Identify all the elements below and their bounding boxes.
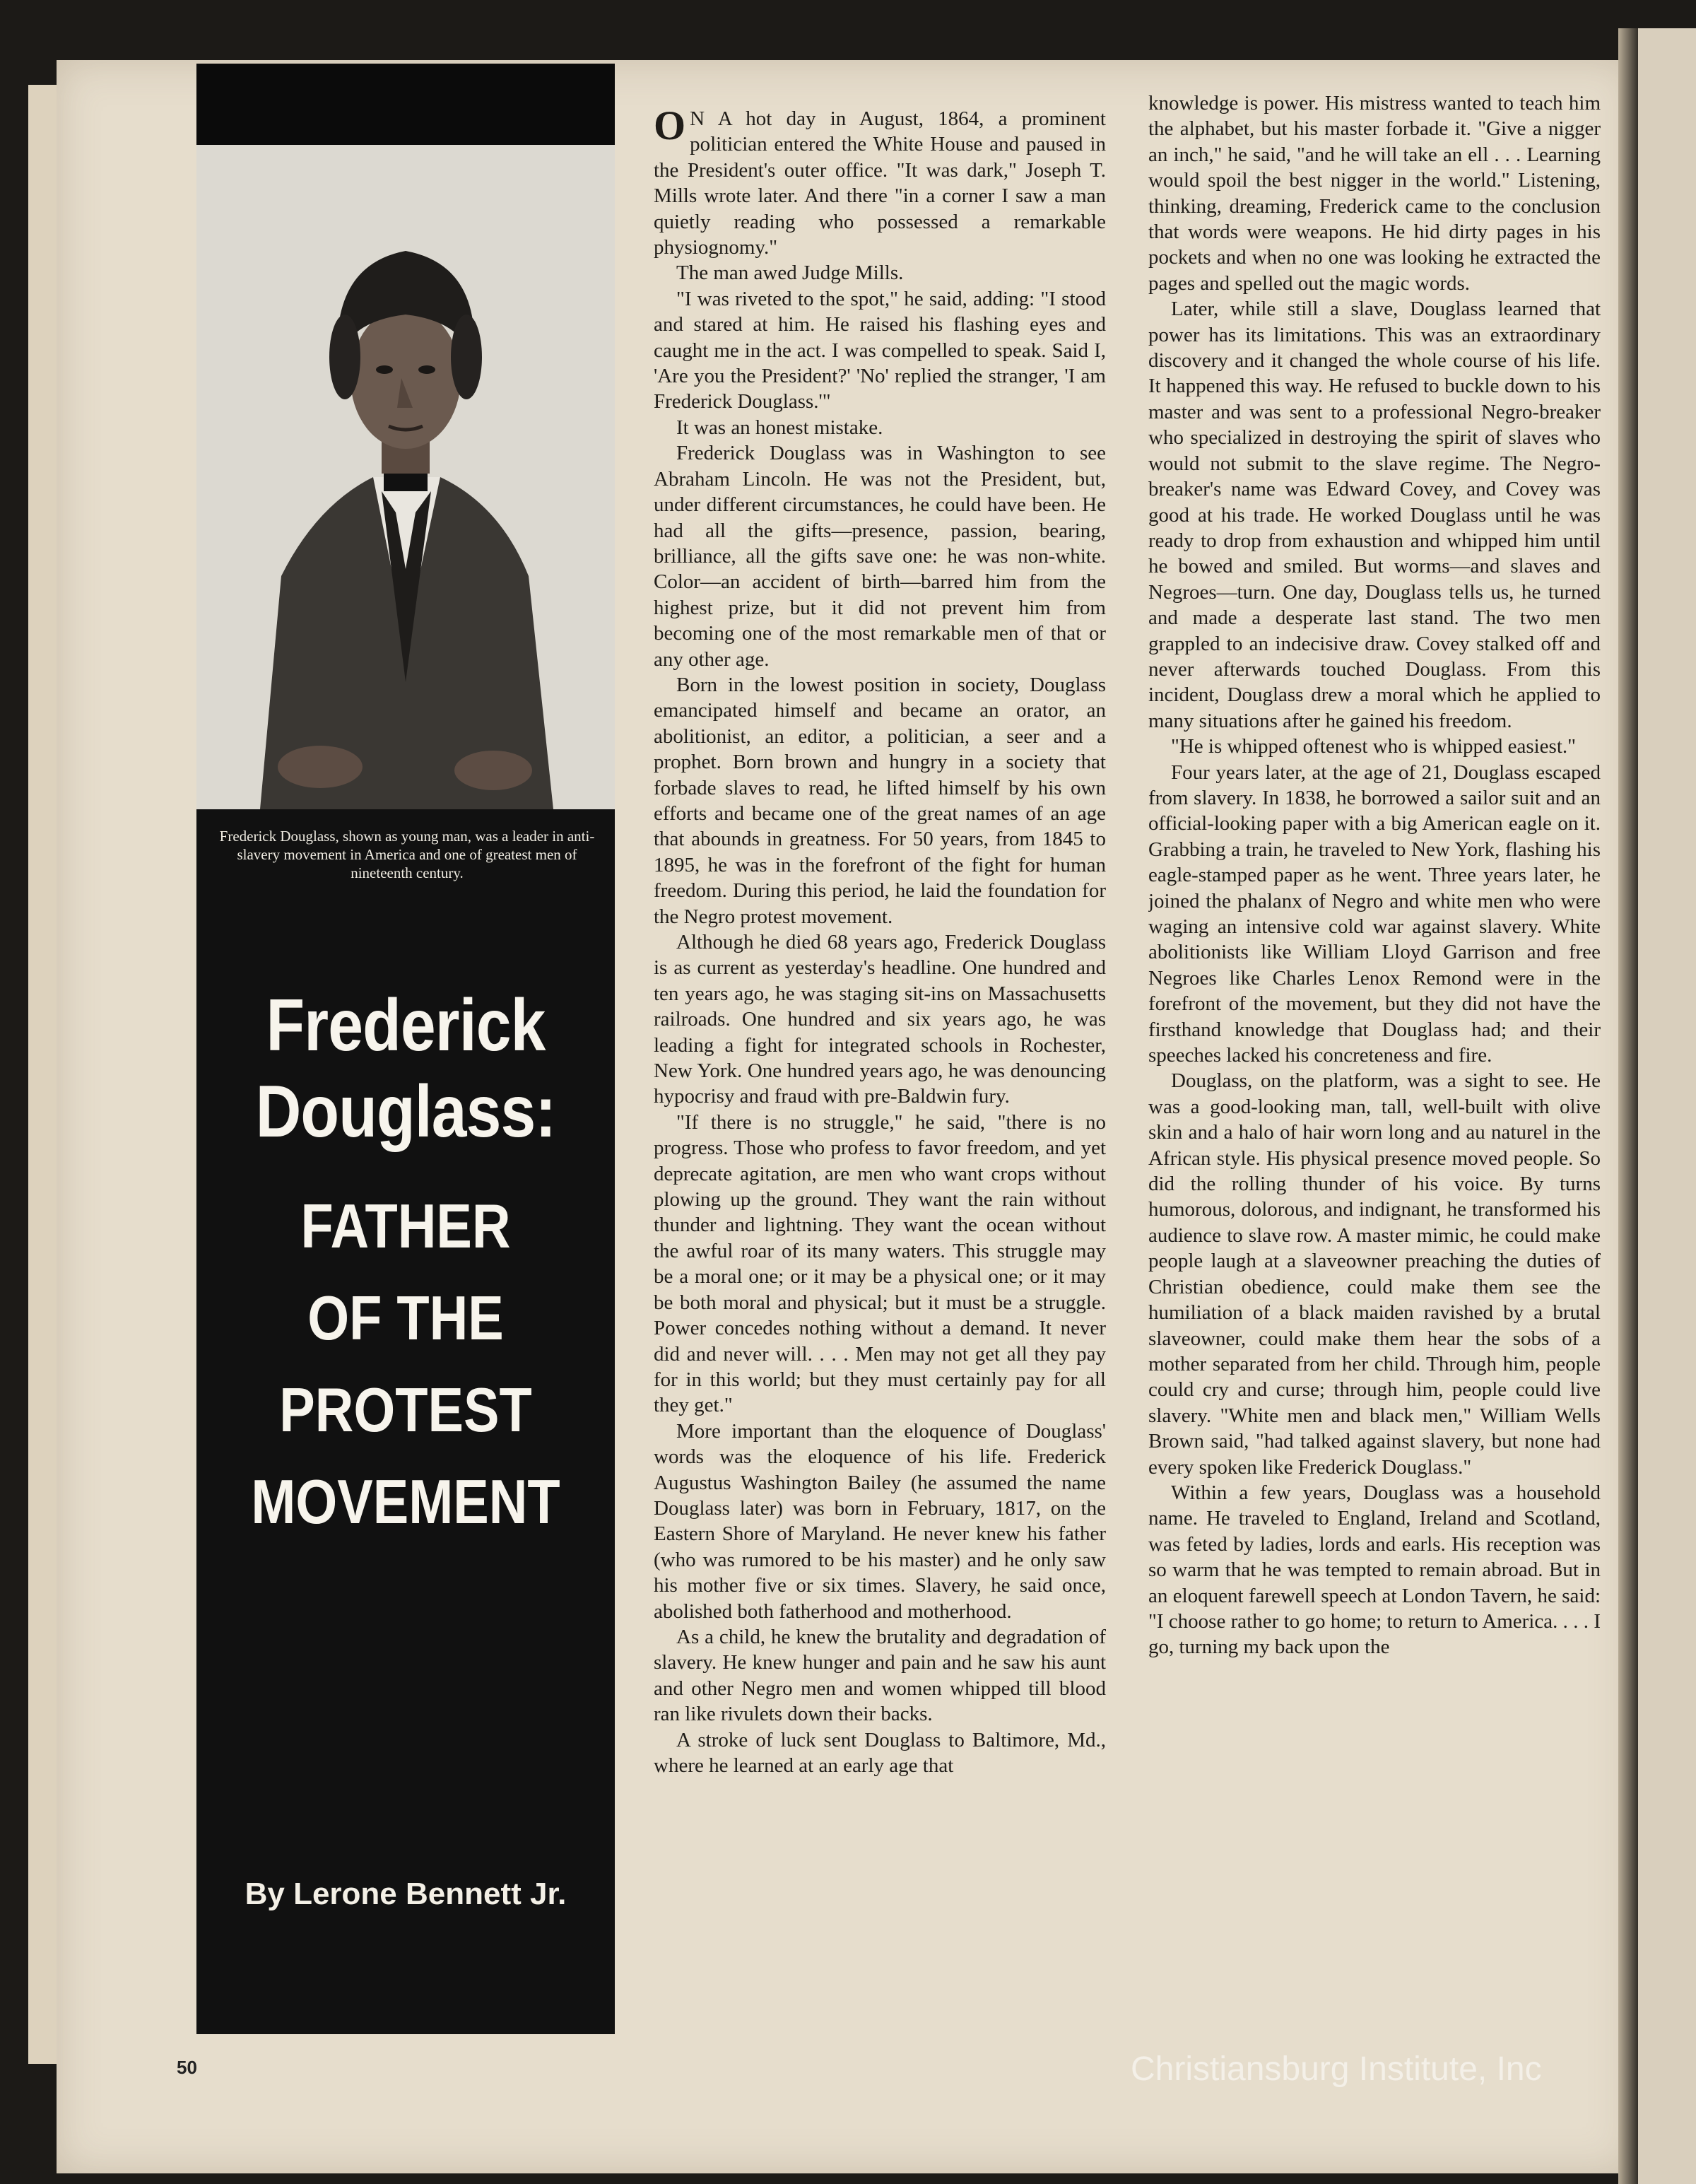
title-sidebar <box>196 64 615 2034</box>
drop-cap: O <box>654 106 686 148</box>
facing-page-edge <box>1638 28 1696 2184</box>
subheadline-line: OF THE <box>307 1283 504 1353</box>
article-paragraph: "If there is no struggle," he said, "there is no progress. Those who profess to favor freedom, and yet deprecate agitation, are men who want crops without plowing up the ground. They want the rain without thunder and lightning. They want the ocean without the awful roar of its many waters. This struggle may be a moral one; or it may be a physical one; or it may be both moral and physical; but it must be a struggle. Power concedes nothing without a demand. It never did and never will. . . . Men may not get all they pay for in this world; but they must certainly pay for all they get." <box>654 1110 1106 1417</box>
author-byline: By Lerone Bennett Jr. <box>245 1877 567 1911</box>
article-column-2 <box>1148 90 1601 2013</box>
article-paragraph: "I was riveted to the spot," he said, adding: "I stood and stared at him. He raised his flashing eyes and caught me in the act. I was compelled to speak. Said I, 'Are you the President?' 'No' replied the stranger, 'I am Frederick Douglass.'" <box>654 287 1106 413</box>
article-paragraph: It was an honest mistake. <box>676 416 883 439</box>
article-paragraph: The man awed Judge Mills. <box>676 262 904 285</box>
subheadline-line: FATHER <box>300 1191 511 1261</box>
article-paragraph: As a child, he knew the brutality and degradation of slavery. He knew hunger and pain and he saw his aunt and other Negro men and women whipped till blood ran like rivulets down their backs. <box>654 1625 1106 1726</box>
article-column-1 <box>654 106 1106 2029</box>
paragraph-text: N A hot day in August, 1864, a prominent politician entered the White House and paused in the President's outer office. "It was dark," Joseph T. Mills wrote later. And there "in a corner I saw a man quietly reading who possessed a remarkable physiognomy." <box>654 107 1106 259</box>
binding-gutter <box>1618 28 1639 2184</box>
subheadline-line: MOVEMENT <box>251 1467 560 1537</box>
photo-caption: Frederick Douglass, shown as young man, was a leader in anti-slavery movement in America and one of greatest men of nineteenth century. <box>219 828 595 881</box>
article-paragraph: Although he died 68 years ago, Frederick Douglass is as current as yesterday's headline. One hundred and ten years ago, he was staging sit-ins on Massachusetts railroads. One hundred and six years ago, he was leading a fight for integrated schools in Rochester, New York. One hundred years ago, he was denouncing hypocrisy and fraud with pre-Baldwin fury. <box>654 931 1106 1108</box>
watermark: Christiansburg Institute, Inc <box>1131 2050 1542 2088</box>
article-paragraph: "He is whipped oftenest who is whipped easiest." <box>1171 735 1576 758</box>
article-paragraph: Later, while still a slave, Douglass learned that power has its limitations. This was an extraordinary discovery and it changed the whole course of his life. It happened this way. He refused to buckle down to his master and was sent to a professional Negro-breaker who specialized in destroying the spirit of slaves who would not submit to the slave regime. The Negro-breaker's name was Edward Covey, and Covey was good at his trade. He worked Douglass until he was ready to drop from exhaustion and whipped him until he bowed and smiled. But worms—and slaves and Negroes—turn. One day, Douglass tells us, he turned and made a desperate last stand. The two men grappled to an indecisive draw. Covey stalked off and never afterwards touched Douglass. From this incident, Douglass drew a moral which he applied to many situations after he gained his freedom. <box>1148 298 1601 732</box>
article-paragraph: A stroke of luck sent Douglass to Baltimore, Md., where he learned at an early age that <box>654 1728 1106 1777</box>
headline-line: Douglass: <box>255 1071 556 1153</box>
subheadline-line: PROTEST <box>279 1375 532 1445</box>
page-number: 50 <box>177 2057 197 2078</box>
black-header-bar <box>196 64 615 145</box>
portrait-photo <box>196 145 615 809</box>
article-paragraph: Frederick Douglass was in Washington to see Abraham Lincoln. He was not the President, but, under different circumstances, he could have been. He had all the gifts—presence, passion, bearing, brilliance, all the gifts save one: he was non-white. Color—an accident of birth—barred him from the highest prize, but it did not prevent him from becoming one of the most remarkable men of that or any other age. <box>654 442 1106 671</box>
douglass-portrait-illustration <box>196 145 615 809</box>
article-paragraph: Born in the lowest position in society, Douglass emancipated himself and became an orator, an abolitionist, an editor, a politician, a seer and a prophet. Born brown and hungry in a society that forbade slaves to read, he lifted himself by his own efforts and became one of the great names of an age that abounds in greatness. For 50 years, from 1845 to 1895, he was in the forefront of the fight for human freedom. During this period, he laid the foundation for the Negro protest movement. <box>654 673 1106 928</box>
article-headline <box>225 982 585 1538</box>
article-paragraph: Within a few years, Douglass was a household name. He traveled to England, Ireland and Scotland, was feted by ladies, lords and earls. His reception was so warm that he was tempted to remain abroad. But in an eloquent farewell speech at London Tavern, he said: "I choose rather to go home; to return to America. . . . I go, turning my back upon the <box>1148 1481 1601 1659</box>
headline-line: Frederick <box>266 985 546 1067</box>
article-paragraph: Four years later, at the age of 21, Douglass escaped from slavery. In 1838, he borrowed a sailor suit and an official-looking paper with a big American eagle on it. Grabbing a train, he traveled to New York, flashing his eagle-stamped paper as he went. Three years later, he joined the phalanx of Negro and white men who were waging an intensive cold war against slavery. White abolitionists like William Lloyd Garrison and free Negroes like Charles Lenox Remond were in the forefront of the movement, but they did not have the firsthand knowledge that Douglass had; and their speeches lacked his concreteness and fire. <box>1148 761 1601 1067</box>
article-paragraph <box>654 106 1106 260</box>
article-paragraph: Douglass, on the platform, was a sight to see. He was a good-looking man, tall, well-built with olive skin and a halo of hair worn long and au naturel in the African style. His physical presence moved people. So did the rolling thunder of his voice. By turns humorous, dolorous, and indignant, he transformed his audience to slave row. A master mimic, he could make people laugh at a slaveowner preaching the duties of Christian obedience, could make them see the humiliation of a black maiden ravished by a brutal slaveowner, could make them hear the sobs of a mother separated from her child. Through him, people could cry and curse; through him, people could live slavery. "White men and black men," William Wells Brown said, "had talked against slavery, but none had every spoken like Frederick Douglass." <box>1148 1069 1601 1479</box>
article-paragraph: More important than the eloquence of Douglass' words was the eloquence of his life. Frederick Augustus Washington Bailey (he assumed the name Douglass later) was born in February, 1817, on the Eastern Shore of Maryland. He never knew his father (who was rumored to be his master) and he only saw his mother five or six times. Slavery, he said once, abolished both fatherhood and motherhood. <box>654 1419 1106 1623</box>
article-paragraph: knowledge is power. His mistress wanted to teach him the alphabet, but his master forbade it. "Give a nigger an inch," he said, "and he will take an ell . . . Learning would spoil the best nigger in the world." Listening, thinking, dreaming, Frederick came to the conclusion that words were weapons. He hid dirty pages in his pockets and when no one was looking he extracted the pages and spelled out the magic words. <box>1148 92 1601 295</box>
